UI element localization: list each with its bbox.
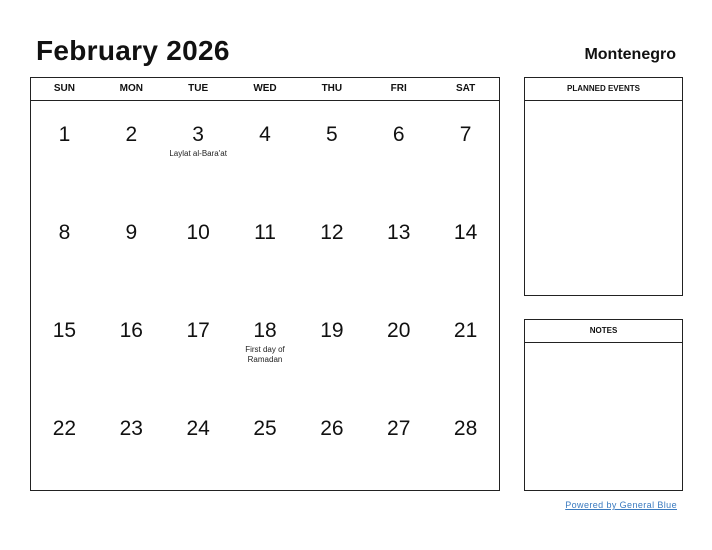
day-cell bbox=[298, 199, 365, 297]
day-cell bbox=[98, 297, 165, 395]
day-number: 18 bbox=[253, 319, 277, 342]
day-number: 7 bbox=[459, 123, 472, 146]
day-cell bbox=[365, 199, 432, 297]
day-number: 10 bbox=[186, 221, 210, 244]
day-cell bbox=[432, 199, 499, 297]
week-row bbox=[31, 395, 499, 493]
holiday-label: First day of Ramadan bbox=[245, 345, 285, 364]
day-number: 12 bbox=[320, 221, 344, 244]
day-number: 23 bbox=[119, 417, 143, 440]
day-number: 1 bbox=[58, 123, 71, 146]
notes-heading: NOTES bbox=[525, 320, 682, 343]
day-number: 24 bbox=[186, 417, 210, 440]
day-number: 27 bbox=[387, 417, 411, 440]
day-number: 2 bbox=[125, 123, 138, 146]
day-cell bbox=[31, 101, 98, 199]
day-number: 13 bbox=[387, 221, 411, 244]
day-cell bbox=[98, 101, 165, 199]
notes-panel bbox=[524, 319, 683, 491]
day-cell bbox=[365, 297, 432, 395]
day-number: 14 bbox=[453, 221, 478, 244]
planned-events-panel bbox=[524, 77, 683, 296]
weekday-header-row bbox=[31, 78, 499, 101]
month-calendar bbox=[30, 77, 500, 491]
weekday-mon: MON bbox=[119, 83, 143, 94]
week-row bbox=[31, 199, 499, 297]
week-row bbox=[31, 297, 499, 395]
weekday-sat: SAT bbox=[455, 83, 476, 94]
day-cell bbox=[165, 297, 232, 395]
day-cell bbox=[298, 297, 365, 395]
day-cell bbox=[432, 395, 499, 493]
day-number: 5 bbox=[326, 123, 338, 146]
day-number: 6 bbox=[392, 123, 405, 146]
weekday-fri: FRI bbox=[390, 83, 407, 94]
day-cell bbox=[232, 297, 299, 395]
planned-events-heading: PLANNED EVENTS bbox=[525, 78, 682, 101]
day-number: 25 bbox=[253, 417, 277, 440]
day-number: 15 bbox=[52, 319, 77, 342]
day-number: 22 bbox=[52, 417, 77, 440]
day-cell bbox=[98, 199, 165, 297]
day-cell bbox=[232, 395, 299, 493]
day-cell bbox=[232, 101, 299, 199]
day-cell bbox=[298, 101, 365, 199]
weekday-tue: TUE bbox=[188, 83, 209, 94]
day-number: 16 bbox=[119, 319, 143, 342]
day-cell bbox=[165, 101, 232, 199]
day-number: 19 bbox=[320, 319, 344, 342]
day-number: 17 bbox=[186, 319, 210, 342]
day-cell bbox=[165, 395, 232, 493]
day-cell bbox=[165, 199, 232, 297]
day-cell bbox=[98, 395, 165, 493]
day-cell bbox=[31, 395, 98, 493]
weekday-wed: WED bbox=[253, 83, 277, 94]
day-number: 8 bbox=[58, 221, 71, 244]
day-cell bbox=[232, 199, 299, 297]
day-number: 28 bbox=[453, 417, 478, 440]
day-cell bbox=[298, 395, 365, 493]
day-cell bbox=[432, 297, 499, 395]
day-number: 11 bbox=[254, 221, 276, 244]
day-number: 26 bbox=[320, 417, 344, 440]
day-number: 4 bbox=[259, 123, 271, 146]
country-label: Montenegro bbox=[584, 46, 676, 63]
weekday-thu: THU bbox=[321, 83, 343, 94]
calendar-title: February 2026 bbox=[36, 35, 230, 66]
day-cell bbox=[365, 395, 432, 493]
day-number: 3 bbox=[192, 123, 204, 146]
weekday-sun: SUN bbox=[53, 83, 75, 94]
day-number: 9 bbox=[125, 221, 138, 244]
day-cell bbox=[365, 101, 432, 199]
day-number: 21 bbox=[453, 319, 478, 342]
day-cell bbox=[31, 297, 98, 395]
calendar-grid bbox=[31, 101, 499, 493]
day-cell bbox=[432, 101, 499, 199]
holiday-label: Laylat al-Bara'at bbox=[169, 149, 227, 158]
week-row bbox=[31, 101, 499, 199]
day-cell bbox=[31, 199, 98, 297]
day-number: 20 bbox=[387, 319, 411, 342]
powered-by-link[interactable]: Powered by General Blue bbox=[565, 500, 677, 510]
